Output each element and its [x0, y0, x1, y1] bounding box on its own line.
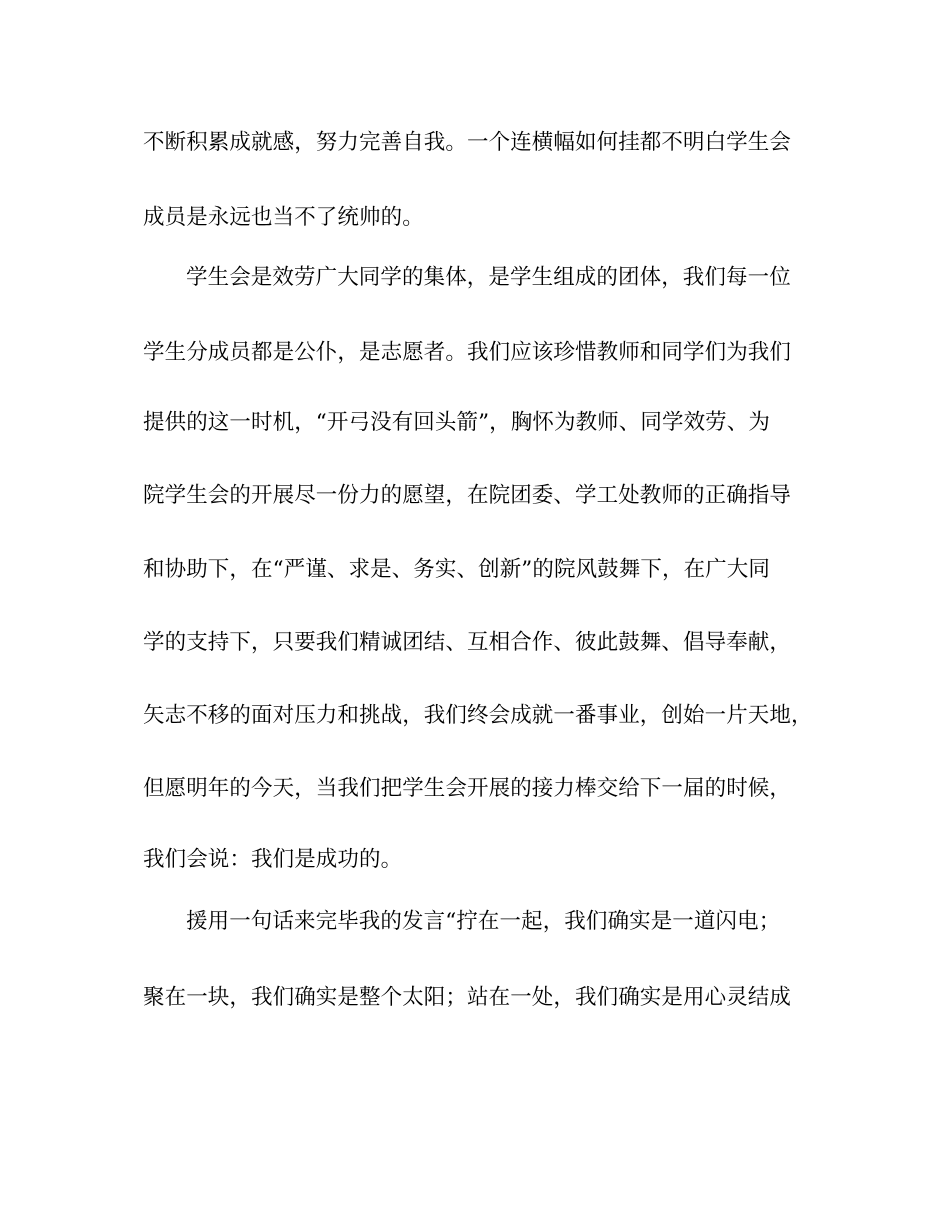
- text-line: 和协助下，在“严谨、求是、务实、创新”的院风鼓舞下，在广大同: [143, 557, 770, 582]
- text-line: 学生分成员都是公仆，是志愿者。我们应该珍惜教师和同学们为我们: [143, 340, 792, 365]
- text-line: 我们会说：我们是成功的。: [143, 847, 403, 872]
- text-line: 成员是永远也当不了统帅的。: [143, 205, 424, 230]
- text-line: 提供的这一时机，“开弓没有回头箭”，胸怀为教师、同学效劳、为: [143, 410, 770, 435]
- text-line: 院学生会的开展尽一份力的愿望，在院团委、学工处教师的正确指导: [143, 483, 792, 508]
- text-line: 但愿明年的今天，当我们把学生会开展的接力棒交给下一届的时候，: [143, 776, 792, 801]
- text-line: 学的支持下，只要我们精诚团结、互相合作、彼此鼓舞、倡导奉献，: [143, 630, 792, 655]
- paragraph-first-line: 学生会是效劳广大同学的集体，是学生组成的团体，我们每一位: [186, 265, 791, 290]
- paragraph-first-line: 援用一句话来完毕我的发言“拧在一起，我们确实是一道闪电；: [186, 909, 781, 934]
- text-line: 聚在一块，我们确实是整个太阳；站在一处，我们确实是用心灵结成: [143, 985, 792, 1010]
- text-line: 矢志不移的面对压力和挑战，我们终会成就一番事业，创始一片天地，: [143, 703, 813, 728]
- text-line: 不断积累成就感，努力完善自我。一个连横幅如何挂都不明白学生会: [143, 130, 792, 155]
